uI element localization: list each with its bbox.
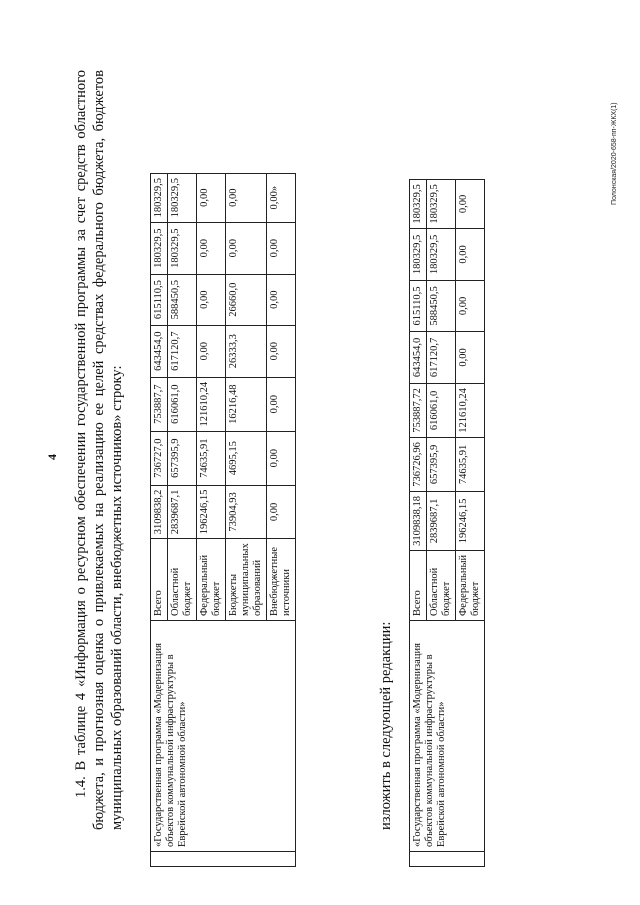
value-cell: 753887,7 xyxy=(151,377,168,431)
value-cell: 0,00 xyxy=(226,173,267,222)
value-cell: 0,00 xyxy=(267,431,296,485)
source-cell: Федеральный бюджет xyxy=(197,539,226,621)
value-cell: 0,00 xyxy=(267,274,296,325)
value-cell: 753887,72 xyxy=(410,383,427,437)
value-cell: 180329,5 xyxy=(168,222,197,274)
value-cell: 3109838,18 xyxy=(410,491,427,550)
source-cell: Всего xyxy=(151,539,168,621)
value-cell: 657395,9 xyxy=(168,431,197,485)
value-cell: 0,00 xyxy=(197,173,226,222)
value-cell: 121610,24 xyxy=(197,377,226,431)
value-cell: 74635,91 xyxy=(456,437,485,491)
table-row xyxy=(410,179,427,866)
funding-table-new xyxy=(409,179,485,867)
value-cell: 180329,5 xyxy=(410,228,427,280)
value-cell: 180329,5 xyxy=(427,179,456,228)
source-cell: Всего xyxy=(410,550,427,620)
value-cell: 0,00 xyxy=(267,222,296,274)
value-cell: 0,00 xyxy=(197,274,226,325)
value-cell: 121610,24 xyxy=(456,383,485,437)
value-cell: 0,00 xyxy=(267,325,296,377)
value-cell: 0,00 xyxy=(456,228,485,280)
value-cell: 74635,91 xyxy=(197,431,226,485)
value-cell: 73904,93 xyxy=(226,485,267,539)
table-margin-cell xyxy=(410,852,485,867)
value-cell: 588450,5 xyxy=(427,280,456,331)
value-cell: 643454,0 xyxy=(410,331,427,383)
value-cell: 0,00 xyxy=(226,222,267,274)
table-margin-cell xyxy=(151,852,296,867)
source-cell: Областной бюджет xyxy=(168,539,197,621)
value-cell: 657395,9 xyxy=(427,437,456,491)
value-cell: 616061,0 xyxy=(168,377,197,431)
program-name-cell: «Государственная программа «Модернизация объектов коммунальной инфраструктуры в Еврейской автономной области» xyxy=(410,621,485,852)
program-name-cell: «Государственная программа «Модернизация объектов коммунальной инфраструктуры в Еврейской автономной области» xyxy=(151,621,296,852)
page-number: 4 xyxy=(45,454,59,460)
value-cell: 0,00 xyxy=(456,331,485,383)
value-cell: 180329,5 xyxy=(410,179,427,228)
value-cell: 16216,48 xyxy=(226,377,267,431)
value-cell: 0,00 xyxy=(267,377,296,431)
document-footer-code: Полонская/2020-658-пп-ЖКХ(1) xyxy=(611,102,618,205)
value-cell: 0,00 xyxy=(197,325,226,377)
value-cell: 0,00 xyxy=(197,222,226,274)
value-cell: 196246,15 xyxy=(197,485,226,539)
value-cell: 180329,5 xyxy=(427,228,456,280)
value-cell: 196246,15 xyxy=(456,491,485,550)
value-cell: 616061,0 xyxy=(427,383,456,437)
value-cell: 643454,0 xyxy=(151,325,168,377)
value-cell: 3109838,2 xyxy=(151,485,168,539)
value-cell: 2839687,1 xyxy=(427,491,456,550)
table-row xyxy=(151,173,168,866)
value-cell: 180329,5 xyxy=(151,173,168,222)
value-cell: 617120,7 xyxy=(168,325,197,377)
value-cell: 180329,5 xyxy=(151,222,168,274)
value-cell: 180329,5 xyxy=(168,173,197,222)
value-cell: 615110,5 xyxy=(410,280,427,331)
value-cell: 0,00 xyxy=(267,485,296,539)
source-cell: Областной бюджет xyxy=(427,550,456,620)
value-cell: 26333,3 xyxy=(226,325,267,377)
funding-table-current xyxy=(150,173,296,867)
value-cell: 736726,96 xyxy=(410,437,427,491)
source-cell: Бюджеты муниципальных образований xyxy=(226,539,267,621)
value-cell: 0,00 xyxy=(456,280,485,331)
source-cell: Внебюджетные источники xyxy=(267,539,296,621)
value-cell: 0,00» xyxy=(267,173,296,222)
value-cell: 617120,7 xyxy=(427,331,456,383)
value-cell: 615110,5 xyxy=(151,274,168,325)
value-cell: 2839687,1 xyxy=(168,485,197,539)
value-cell: 0,00 xyxy=(456,179,485,228)
value-cell: 26660,0 xyxy=(226,274,267,325)
intro-paragraph: 1.4. В таблице 4 «Информация о ресурсном обеспечении государственной программы за счет средств областного бюджета, и прогнозная оценка о привлекаемых на реализацию ее целей средствах федерального бюджета, бюджетов муниципальных образований области, внебюджетных источников» строку: xyxy=(73,70,126,830)
value-cell: 736727,0 xyxy=(151,431,168,485)
value-cell: 588450,5 xyxy=(168,274,197,325)
source-cell: Федеральный бюджет xyxy=(456,550,485,620)
value-cell: 4695,15 xyxy=(226,431,267,485)
redaction-heading: изложить в следующей редакции: xyxy=(378,621,394,830)
